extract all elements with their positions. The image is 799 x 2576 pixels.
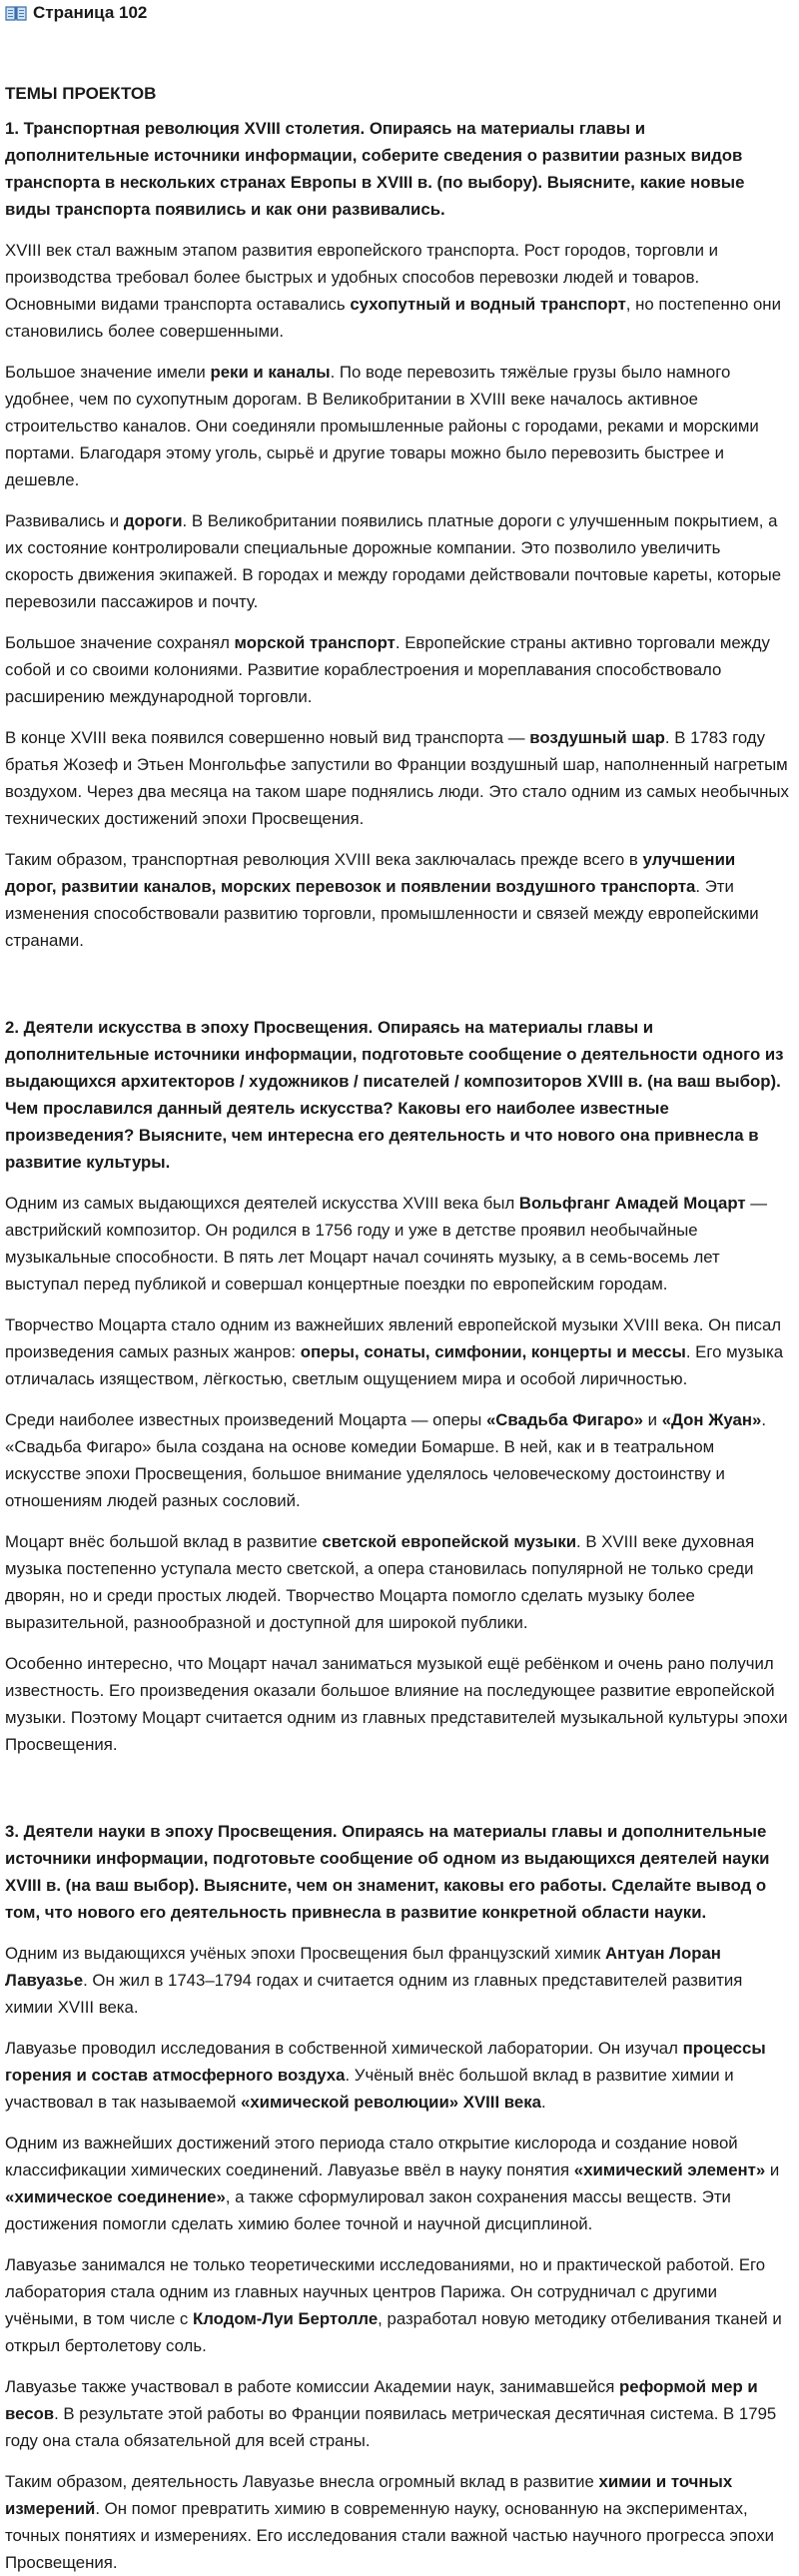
- emphasized-text: реформой мер и весов: [5, 2377, 758, 2423]
- emphasized-text: «химический элемент»: [573, 2160, 766, 2179]
- paragraph-text: . По воде перевозить тяжёлые грузы было намного удобнее, чем по сухопутным дорогам. В Великобритании в XVIII веке началось активное строительство каналов. Они соединяли промышленные районы с городами, реками и морскими портами. Благодаря этому уголь, сырьё и другие товары можно было перевозить быстрее и дешевле.: [5, 363, 759, 489]
- paragraph-text: , но постепенно они становились более совершенными.: [5, 295, 781, 341]
- paragraph-text: . Учёный внёс большой вклад в развитие химии и участвовал в так называемой: [5, 2066, 734, 2112]
- task-question: 1. Транспортная революция XVIII столетия. Опираясь на материалы главы и дополнительные источники информации, соберите сведения о развитии разных видов транспорта в нескольких странах Европы в XVIII в. (по выбору). Выясните, какие новые виды транспорта появились и как они развивались.: [5, 119, 745, 219]
- answer-paragraph: [5, 2468, 791, 2576]
- paragraph-text: XVIII век стал важным этапом развития европейского транспорта. Рост городов, торговли и производства требовал более быстрых и удобных способов перевозки людей и товаров. Основными видами транспорта оставались: [5, 241, 719, 314]
- emphasized-text: реки и каналы: [210, 363, 331, 382]
- paragraph-text: Творчество Моцарта стало одним из важнейших явлений европейской музыки XVIII века. Он писал произведения самых разных жанров:: [5, 1315, 782, 1361]
- answer-paragraph: [5, 1406, 791, 1514]
- answer-paragraph: [5, 2035, 791, 2116]
- paragraph-text: . В 1783 году братья Жозеф и Этьен Монгольфье запустили во Франции воздушный шар, наполненный нагретым воздухом. Через два месяца на таком шаре поднялись люди. Это стало одним из самых необычных технических достижений эпохи Просвещения.: [5, 728, 789, 828]
- emphasized-text: дороги: [123, 511, 183, 530]
- paragraph-text: , разработал новую методику отбеливания тканей и открыл бертолетову соль.: [5, 2309, 782, 2355]
- task-question: 3. Деятели науки в эпоху Просвещения. Опираясь на материалы главы и дополнительные источники информации, подготовьте сообщение об одном из выдающихся деятелей науки XVIII в. (на ваш выбор). Выясните, чем он знаменит, каковы его работы. Сделайте вывод о том, что нового его деятельность привнесла в развитие конкретной области науки.: [5, 1822, 770, 1922]
- answer-paragraph: [5, 846, 791, 954]
- paragraph-text: . В Великобритании появились платные дороги с улучшенным покрытием, а их состояние контролировали специальные дорожные компании. Это позволило увеличить скорость движения экипажей. В городах и между городами действовали почтовые кареты, которые перевозили пассажиров и почту.: [5, 511, 782, 611]
- answer-paragraph: [5, 1650, 791, 1758]
- emphasized-text: химии и точных измерений: [5, 2472, 733, 2518]
- paragraph-text: . Он жил в 1743–1794 годах и считается одним из главных представителей развития химии XVIII века.: [5, 1971, 743, 2017]
- emphasized-text: улучшении дорог, развитии каналов, морских перевозок и появлении воздушного транспорта: [5, 850, 736, 896]
- paragraph-text: Таким образом, деятельность Лавуазье внесла огромный вклад в развитие: [5, 2472, 599, 2491]
- answer-paragraph: [5, 2373, 791, 2454]
- paragraph-text: . Он помог превратить химию в современную науку, основанную на экспериментах, точных понятиях и измерениях. Его исследования стали важной частью научного прогресса эпохи Просвещения.: [5, 2499, 774, 2572]
- paragraph-text: . В результате этой работы во Франции появилась метрическая десятичная система. В 1795 году она стала обязательной для всей страны.: [5, 2404, 777, 2450]
- answer-paragraph: [5, 1311, 791, 1392]
- paragraph-text: Одним из выдающихся учёных эпохи Просвещения был французский химик: [5, 1944, 606, 1963]
- paragraph-text: . В XVIII веке духовная музыка постепенно уступала место светской, а опера становилась популярной не только среди дворян, но и среди простых людей. Творчество Моцарта помогло сделать музыку более выразительной, разнообразной и доступной для широкой публики.: [5, 1532, 755, 1632]
- paragraph-text: Большое значение сохранял: [5, 633, 235, 652]
- emphasized-text: «химическое соединение»: [5, 2187, 226, 2206]
- paragraph-text: и: [765, 2160, 780, 2179]
- answer-paragraph: [5, 724, 791, 832]
- answer-paragraph: [5, 1528, 791, 1636]
- paragraph-text: Лавуазье занимался не только теоретическими исследованиями, но и практической работой. Его лаборатория стала одним из главных научных центров Парижа. Он сотрудничал с другими учёными, в том числе с: [5, 2255, 766, 2328]
- paragraph-text: Особенно интересно, что Моцарт начал заниматься музыкой ещё ребёнком и очень рано получил известность. Его произведения оказали большое влияние на последующее развитие европейской музыки. Поэтому Моцарт считается одним из главных представителей музыкальной культуры эпохи Просвещения.: [5, 1654, 788, 1754]
- paragraph-text: В конце XVIII века появился совершенно новый вид транспорта —: [5, 728, 530, 747]
- answer-paragraph: [5, 507, 791, 615]
- answer-paragraph: [5, 1190, 791, 1297]
- page-title: Страница 102: [33, 3, 148, 22]
- emphasized-text: светской европейской музыки: [322, 1532, 577, 1551]
- emphasized-text: «Свадьба Фигаро»: [485, 1410, 643, 1429]
- answer-paragraph: [5, 237, 791, 345]
- emphasized-text: оперы, сонаты, симфонии, концерты и мессы: [300, 1342, 686, 1361]
- answer-paragraph: [5, 1940, 791, 2021]
- paragraph-text: . Европейские страны активно торговали между собой и со своими колониями. Развитие кораблестроения и мореплавания способствовало расширению международной торговли.: [5, 633, 770, 706]
- answer-paragraph: [5, 2251, 791, 2359]
- paragraph-text: . Его музыка отличалась изяществом, лёгкостью, светлым ощущением мира и особой лиричностью.: [5, 1342, 784, 1388]
- paragraph-text: , а также сформулировал закон сохранения массы веществ. Эти достижения помогли сделать химию более точной и научной дисциплиной.: [5, 2187, 731, 2233]
- paragraph-text: Большое значение имели: [5, 363, 211, 382]
- paragraph-text: Лавуазье также участвовал в работе комиссии Академии наук, занимавшейся: [5, 2377, 619, 2396]
- paragraph-text: Одним из самых выдающихся деятелей искусства XVIII века был: [5, 1194, 519, 1213]
- answer-paragraph: [5, 2130, 791, 2237]
- paragraph-text: Моцарт внёс большой вклад в развитие: [5, 1532, 323, 1551]
- emphasized-text: воздушный шар: [529, 728, 665, 747]
- open-book-icon: [5, 4, 27, 22]
- emphasized-text: процессы горения и состав атмосферного воздуха: [5, 2039, 766, 2085]
- emphasized-text: «химической революции» XVIII века: [241, 2093, 541, 2112]
- paragraph-text: и: [642, 1410, 662, 1429]
- emphasized-text: Вольфганг Амадей Моцарт: [518, 1194, 746, 1213]
- paragraph-text: Одним из важнейших достижений этого периода стало открытие кислорода и создание новой классификации химических соединений. Лавуазье ввёл в науку понятия: [5, 2134, 738, 2179]
- paragraph-text: — австрийский композитор. Он родился в 1756 году и уже в детстве проявил необычайные музыкальные способности. В пять лет Моцарт начал сочинять музыку, а в семь-восемь лет выступал перед публикой и совершал концертные поездки по европейским городам.: [5, 1194, 768, 1293]
- emphasized-text: Клодом-Луи Бертолле: [193, 2309, 379, 2328]
- emphasized-text: морской транспорт: [234, 633, 396, 652]
- emphasized-text: Антуан Лоран Лавуазье: [5, 1944, 721, 1990]
- page-header: [5, 0, 791, 26]
- task-question: 2. Деятели искусства в эпоху Просвещения. Опираясь на материалы главы и дополнительные источники информации, подготовьте сообщение о деятельности одного из выдающихся архитекторов / художников / писателей / композиторов XVIII в. (на ваш выбор). Чем прославился данный деятель искусства? Каковы его наиболее известные произведения? Выясните, чем интересна его деятельность и что нового она привнесла в развитие культуры.: [5, 1018, 784, 1172]
- section-heading: ТЕМЫ ПРОЕКТОВ: [5, 84, 157, 103]
- paragraph-text: . Эти изменения способствовали развитию торговли, промышленности и связей между европейскими странами.: [5, 877, 759, 950]
- paragraph-text: Лавуазье проводил исследования в собственной химической лаборатории. Он изучал: [5, 2039, 683, 2058]
- paragraph-text: Таким образом, транспортная революция XVIII века заключалась прежде всего в: [5, 850, 643, 869]
- answer-paragraph: [5, 629, 791, 710]
- paragraph-text: .: [540, 2093, 546, 2112]
- emphasized-text: сухопутный и водный транспорт: [350, 295, 626, 314]
- answer-paragraph: [5, 359, 791, 493]
- paragraph-text: Развивались и: [5, 511, 124, 530]
- tasks-container: [5, 115, 791, 2576]
- paragraph-text: Среди наиболее известных произведений Моцарта — оперы: [5, 1410, 486, 1429]
- emphasized-text: «Дон Жуан»: [661, 1410, 762, 1429]
- paragraph-text: . «Свадьба Фигаро» была создана на основе комедии Бомарше. В ней, как и в театральном искусстве эпохи Просвещения, большое внимание уделялось человеческому достоинству и отношениям людей разных сословий.: [5, 1410, 766, 1510]
